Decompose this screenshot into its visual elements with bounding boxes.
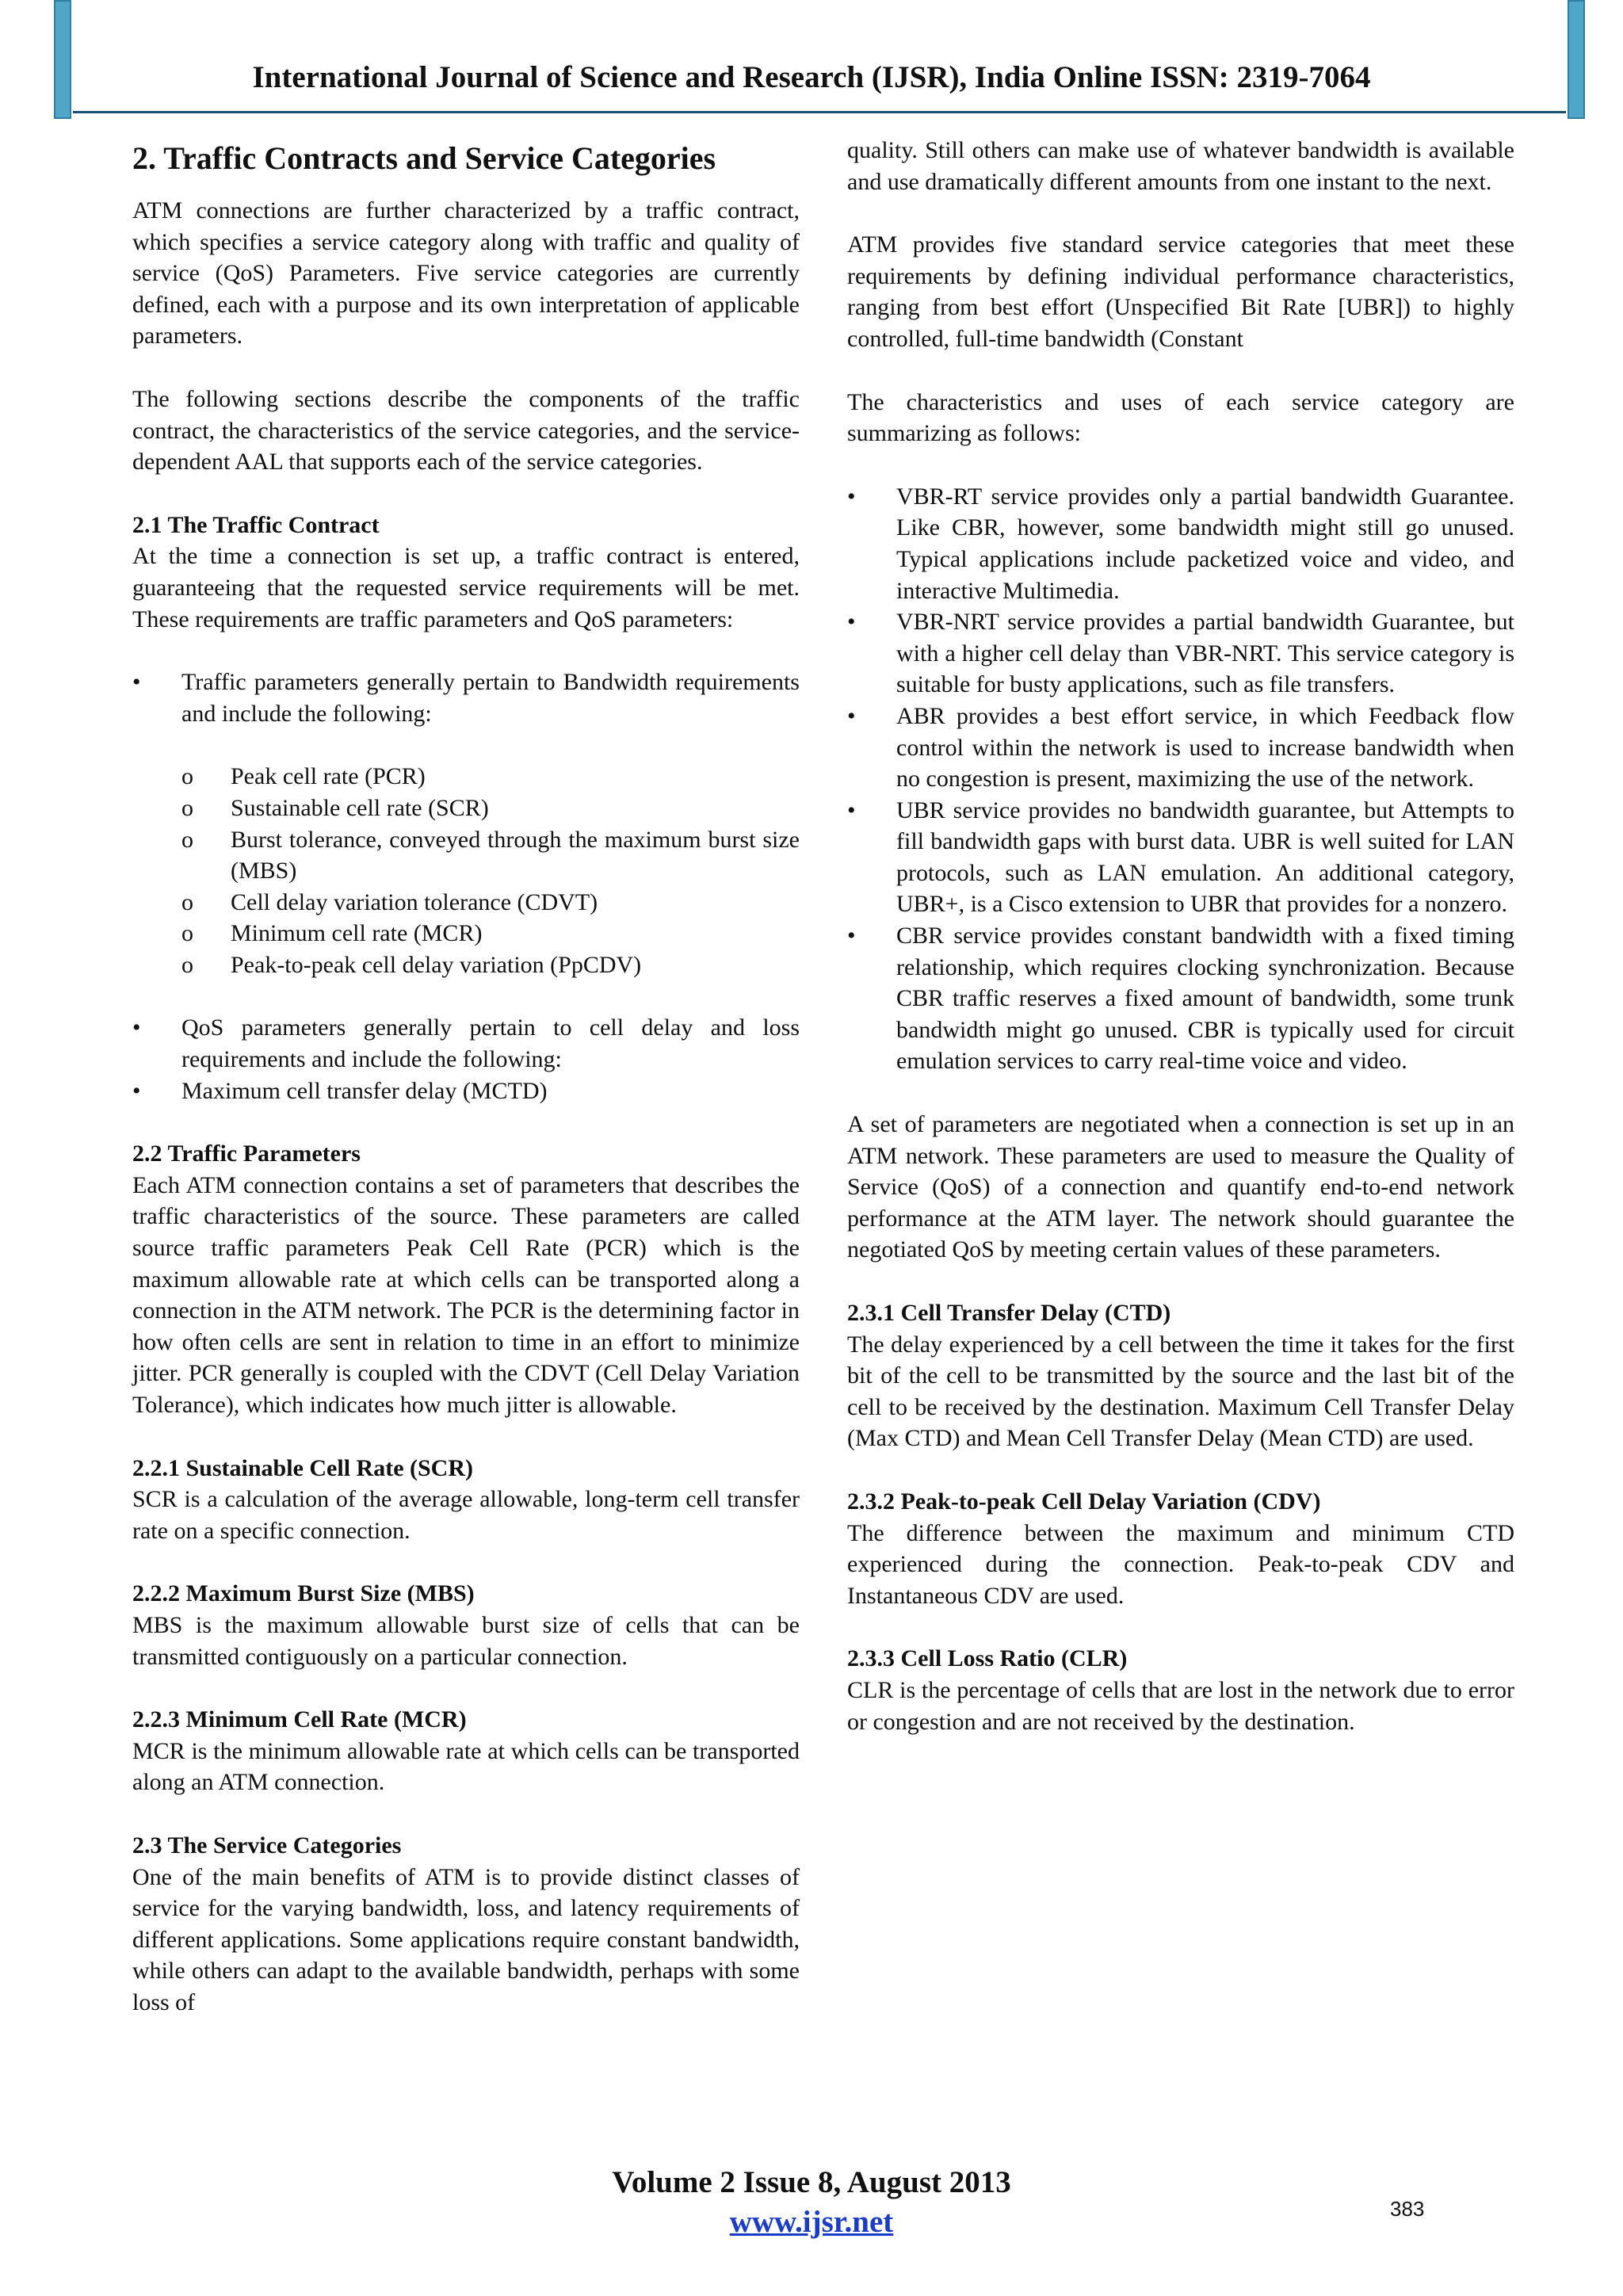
heading-scr: 2.2.1 Sustainable Cell Rate (SCR) (132, 1454, 474, 1481)
paragraph-traffic-parameters: Each ATM connection contains a set of parameters that describes the traffic characteristics of the source. These parameters are called source traffic parameters Peak Cell Rate (PCR) which is the maximum allowable rate at which cells can be transported along a connection in the ATM network. The PCR is the determining factor in how often cells are sent in relation to time in an effort to minimize jitter. PCR generally is coupled with the CDVT (Cell Delay Variation Tolerance), which indicates how much jitter is allowable. (132, 1171, 800, 1418)
list-item: • UBR service provides no bandwidth guarantee, but Attempts to fill bandwidth gaps with burst data. UBR is well suited for LAN protocols, such as LAN emulation. An additional category, UBR+, is a Cisco extension to UBR that provides for a nonzero. (847, 795, 1514, 920)
paragraph-mcr: MCR is the minimum allowable rate at which cells can be transported along an ATM connection. (132, 1737, 800, 1796)
paragraph-scr: SCR is a calculation of the average allowable, long-term cell transfer rate on a specific connection. (132, 1486, 800, 1544)
list-item: o Minimum cell rate (MCR) (181, 918, 800, 949)
header-rule (73, 111, 1566, 113)
left-column (132, 135, 800, 2019)
paragraph-cdv: The difference between the maximum and minimum CTD experienced during the connection. Peak-to-peak CDV and Instantaneous CDV are used. (847, 1519, 1514, 1609)
paragraph-ctd: The delay experienced by a cell between the time it takes for the first bit of the cell to be transmitted by the source and the last bit of the cell to be received by the destination. Maximum Cell Transfer Delay (Max CTD) and Mean Cell Transfer Delay (Mean CTD) are used. (847, 1331, 1514, 1452)
heading-mcr: 2.2.3 Minimum Cell Rate (MCR) (132, 1706, 467, 1733)
paragraph-atm-categories: ATM provides five standard service categories that meet these requirements by defining individual performance characteristics, ranging from best effort (Unspecified Bit Rate [UBR]) to highly controlled, full-time bandwidth (Constant (847, 231, 1514, 352)
paragraph-continued: quality. Still others can make use of whatever bandwidth is available and use dramatically different amounts from one instant to the next. (847, 137, 1514, 195)
service-category-list (847, 481, 1514, 1077)
paragraph-clr: CLR is the percentage of cells that are lost in the network due to error or congestion and are not received by the destination. (847, 1676, 1514, 1735)
list-item: • VBR-RT service provides only a partial bandwidth Guarantee. Like CBR, however, some bandwidth might still go unused. Typical applications include packetized voice and video, and interactive Multimedia. (847, 481, 1514, 606)
list-item: • ABR provides a best effort service, in which Feedback flow control within the network is used to increase bandwidth when no congestion is present, maximizing the use of the network. (847, 701, 1514, 795)
heading-mbs: 2.2.2 Maximum Burst Size (MBS) (132, 1580, 475, 1607)
qos-parameters-list (132, 1012, 800, 1106)
list-item: • Maximum cell transfer delay (MCTD) (132, 1075, 800, 1107)
list-item: • CBR service provides constant bandwidth with a fixed timing relationship, which requires clocking synchronization. Because CBR traffic reserves a fixed amount of bandwidth, some trunk bandwidth might go unused. CBR is typically used for circuit emulation services to carry real-time voice and video. (847, 920, 1514, 1077)
footer-volume: Volume 2 Issue 8, August 2013 (612, 2165, 1011, 2199)
traffic-parameters-sublist (132, 761, 800, 980)
heading-cdv: 2.3.2 Peak-to-peak Cell Delay Variation (CDV) (847, 1488, 1321, 1515)
list-item: o Peak cell rate (PCR) (181, 761, 800, 793)
heading-service-categories: 2.3 The Service Categories (132, 1832, 402, 1859)
traffic-parameters-list (132, 667, 800, 729)
footer-website-link[interactable]: www.ijsr.net (729, 2205, 894, 2239)
journal-header: International Journal of Science and Research (IJSR), India Online ISSN: 2319-7064 (252, 60, 1371, 94)
list-item: • QoS parameters generally pertain to cell delay and loss requirements and include the following: (132, 1012, 800, 1075)
paragraph-summary-intro: The characteristics and uses of each service category are summarizing as follows: (847, 388, 1514, 447)
heading-traffic-parameters: 2.2 Traffic Parameters (132, 1140, 361, 1167)
list-item: o Cell delay variation tolerance (CDVT) (181, 887, 800, 919)
paragraph-sections-overview: The following sections describe the components of the traffic contract, the characteristics of the service categories, and the service-dependent AAL that supports each of the service categories. (132, 385, 800, 476)
paragraph-qos-negotiation: A set of parameters are negotiated when a connection is set up in an ATM network. These parameters are used to measure the Quality of Service (QoS) of a connection and quantify end-to-end network performance at the ATM layer. The network should guarantee the negotiated QoS by meeting certain values of these parameters. (847, 1111, 1514, 1263)
heading-ctd: 2.3.1 Cell Transfer Delay (CTD) (847, 1300, 1171, 1326)
page-number: 383 (1390, 2197, 1425, 2221)
section-title: 2. Traffic Contracts and Service Categories (132, 140, 716, 176)
right-column (847, 135, 1514, 1737)
list-item: • Traffic parameters generally pertain to Bandwidth requirements and include the following: (132, 667, 800, 729)
paragraph-mbs: MBS is the maximum allowable burst size of cells that can be transmitted contiguously on a particular connection. (132, 1611, 800, 1670)
list-item: o Peak-to-peak cell delay variation (PpCDV) (181, 949, 800, 981)
heading-traffic-contract: 2.1 The Traffic Contract (132, 511, 380, 538)
list-item: • VBR-NRT service provides a partial bandwidth Guarantee, but with a higher cell delay than VBR-NRT. This service category is suitable for busty applications, such as file transfers. (847, 606, 1514, 701)
paragraph-traffic-contract: At the time a connection is set up, a traffic contract is entered, guaranteeing that the requested service requirements will be met. These requirements are traffic parameters and QoS parameters: (132, 543, 800, 632)
list-item: o Sustainable cell rate (SCR) (181, 793, 800, 824)
list-item: o Burst tolerance, conveyed through the maximum burst size (MBS) (181, 824, 800, 887)
heading-clr: 2.3.3 Cell Loss Ratio (CLR) (847, 1645, 1128, 1672)
paragraph-intro: ATM connections are further characterized by a traffic contract, which specifies a service category along with traffic and quality of service (QoS) Parameters. Five service categories are currently defined, each with a purpose and its own interpretation of applicable parameters. (132, 197, 800, 350)
paragraph-service-categories: One of the main benefits of ATM is to provide distinct classes of service for the varying bandwidth, loss, and latency requirements of different applications. Some applications require constant bandwidth, while others can adapt to the available bandwidth, perhaps with some loss of (132, 1863, 800, 2015)
